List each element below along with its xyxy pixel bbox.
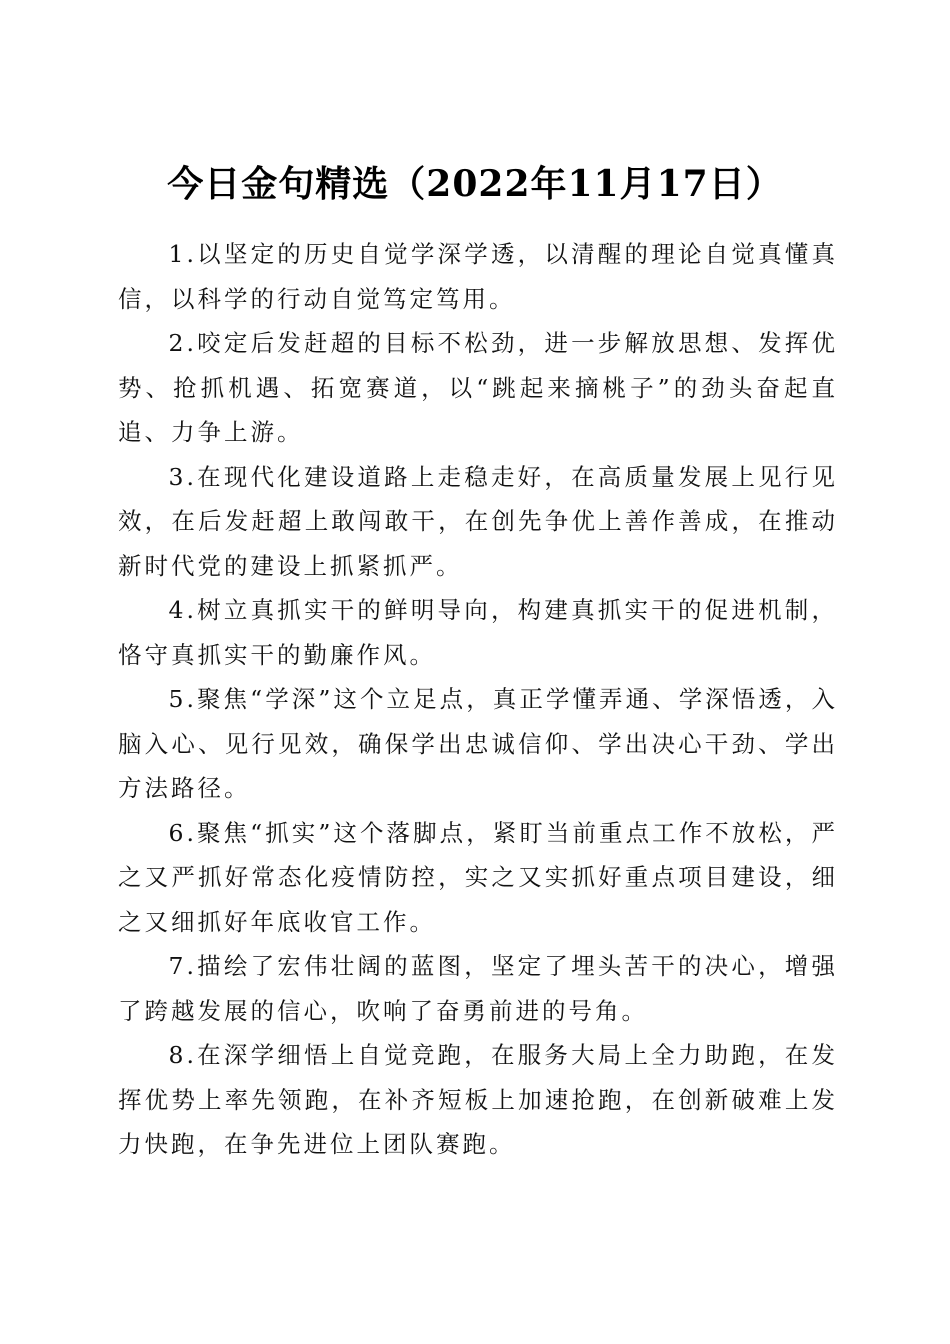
quote-item-8: 8.在深学细悟上自觉竞跑，在服务大局上全力助跑，在发挥优势上率先领跑，在补齐短板上加速抢跑，在创新破难上发力快跑，在争先进位上团队赛跑。 bbox=[118, 1041, 838, 1158]
quote-item-5: 5.聚焦“学深”这个立足点，真正学懂弄通、学深悟透，入脑入心、见行见效，确保学出忠诚信仰、学出决心干劲、学出方法路径。 bbox=[118, 685, 838, 802]
quote-list bbox=[118, 232, 838, 1167]
quote-item-4: 4.树立真抓实干的鲜明导向，构建真抓实干的促进机制，恪守真抓实干的勤廉作风。 bbox=[118, 596, 838, 669]
quote-item-1: 1.以坚定的历史自觉学深学透，以清醒的理论自觉真懂真信，以科学的行动自觉笃定笃用。 bbox=[118, 240, 838, 313]
quote-item-2: 2.咬定后发赶超的目标不松劲，进一步解放思想、发挥优势、抢抓机遇、拓宽赛道，以“跳起来摘桃子”的劲头奋起直追、力争上游。 bbox=[118, 329, 838, 446]
quote-item-6: 6.聚焦“抓实”这个落脚点，紧盯当前重点工作不放松，严之又严抓好常态化疫情防控，实之又实抓好重点项目建设，细之又细抓好年底收官工作。 bbox=[118, 818, 838, 936]
quote-item-7: 7.描绘了宏伟壮阔的蓝图，坚定了埋头苦干的决心，增强了跨越发展的信心，吹响了奋勇前进的号角。 bbox=[118, 952, 838, 1025]
quote-item-3: 3.在现代化建设道路上走稳走好，在高质量发展上见行见效，在后发赶超上敢闯敢干，在创先争优上善作善成，在推动新时代党的建设上抓紧抓严。 bbox=[118, 462, 838, 580]
page-title: 今日金句精选（2022年11月17日） bbox=[167, 163, 783, 206]
